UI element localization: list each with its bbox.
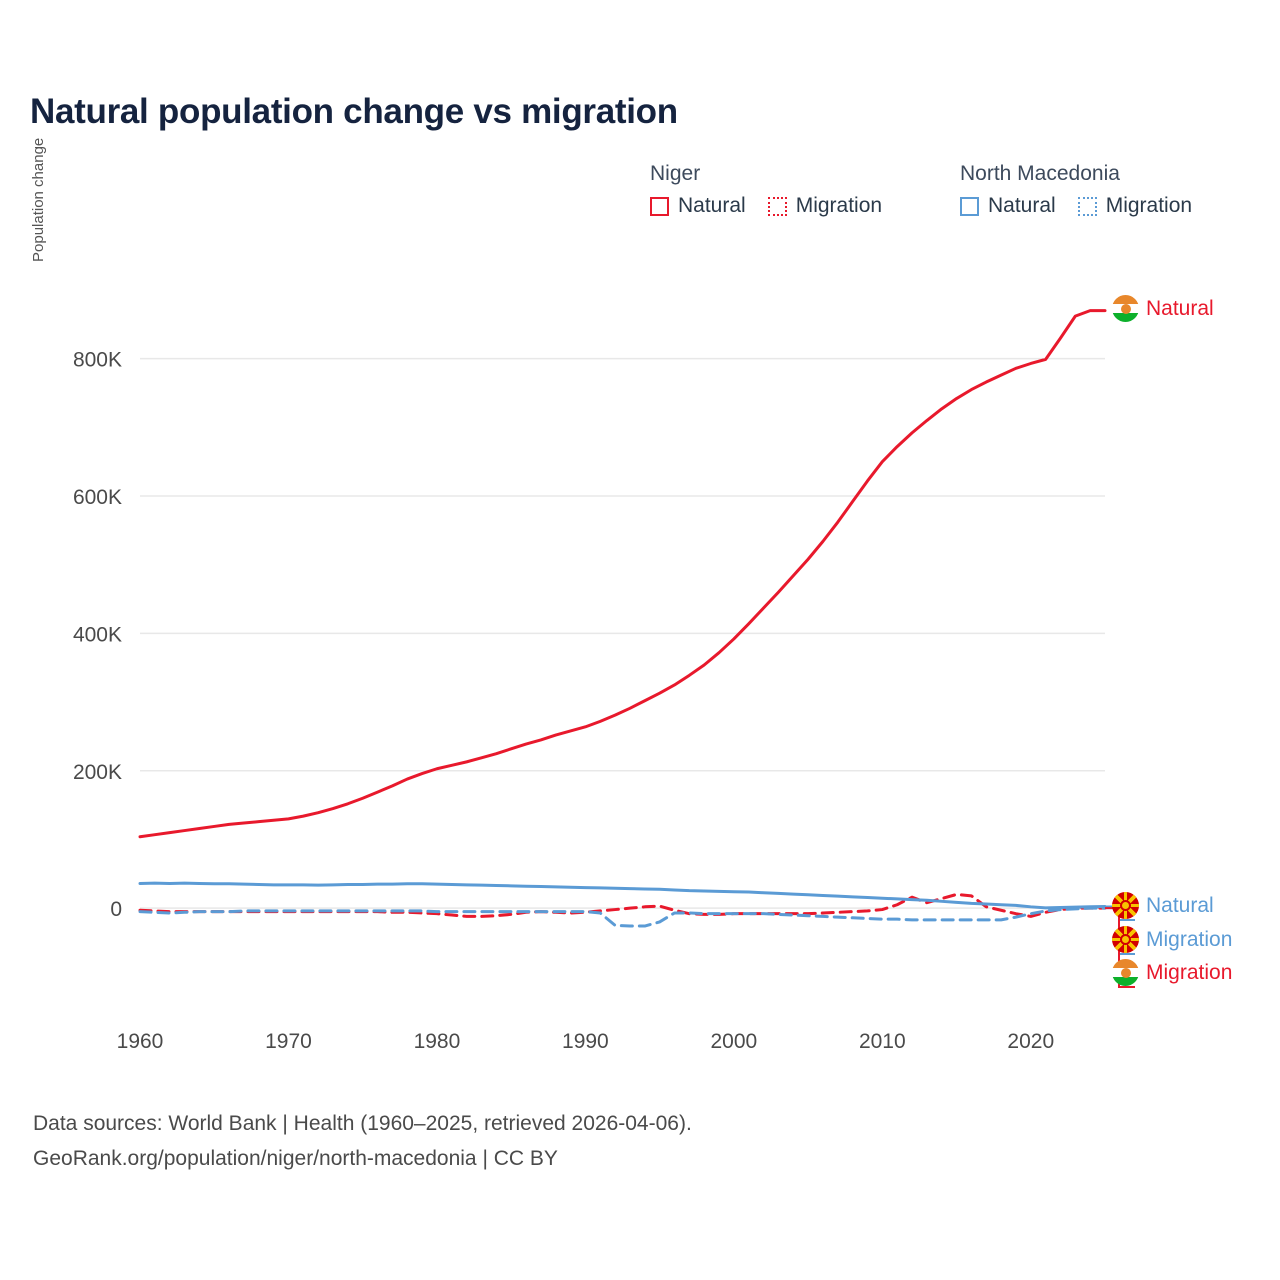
end-label-north-macedonia-migration (1112, 926, 1232, 953)
series-line (140, 908, 1105, 926)
legend-country-name: North Macedonia (960, 162, 1120, 185)
legend-item-label: Natural (678, 194, 746, 217)
legend-country-name: Niger (650, 162, 701, 185)
x-axis-tick-label: 1980 (413, 1030, 461, 1053)
end-label-text: Migration (1146, 927, 1233, 951)
end-label-text: Natural (1146, 893, 1214, 917)
x-axis-tick-label: 2010 (858, 1030, 906, 1053)
plot-area (0, 270, 1280, 1060)
north-macedonia-flag-icon (1112, 892, 1139, 919)
y-axis-tick-label: 0 (110, 898, 122, 922)
legend-swatch-dotted-icon (768, 197, 787, 216)
footer-attribution: GeoRank.org/population/niger/north-macedonia | CC BY (33, 1146, 558, 1170)
legend-item-label: Migration (1105, 194, 1193, 217)
legend-item-north-macedonia-natural[interactable] (960, 194, 1056, 218)
legend-item-label: Migration (795, 194, 883, 217)
niger-flag-icon (1112, 295, 1139, 322)
series-line (140, 894, 1105, 916)
legend-item-niger-migration[interactable] (768, 194, 882, 218)
north-macedonia-flag-icon (1112, 926, 1139, 953)
y-axis-tick-label: 400K (72, 623, 122, 647)
end-label-niger-natural (1112, 295, 1214, 322)
page-title: Natural population change vs migration (30, 92, 678, 131)
y-axis-tick-label: 800K (72, 348, 122, 372)
x-axis-tick-label: 1970 (265, 1030, 312, 1053)
legend-item-label: Natural (988, 194, 1056, 217)
legend-swatch-solid-icon (960, 197, 979, 216)
footer (33, 1108, 692, 1177)
x-axis-tick-label: 1990 (562, 1030, 609, 1053)
series-line (140, 311, 1105, 837)
end-label-text: Migration (1146, 960, 1233, 984)
chart-legend (640, 162, 1260, 242)
y-axis-tick-label: 200K (72, 760, 122, 784)
legend-item-niger-natural[interactable] (650, 194, 746, 218)
legend-group-niger (650, 162, 882, 218)
legend-group-north-macedonia (960, 162, 1192, 218)
niger-flag-icon (1112, 959, 1139, 986)
legend-swatch-dotted-icon (1078, 197, 1097, 216)
legend-swatch-solid-icon (650, 197, 669, 216)
end-label-text: Natural (1146, 296, 1214, 320)
footer-data-sources: Data sources: World Bank | Health (1960–2025, retrieved 2026-04-06). (33, 1112, 692, 1135)
x-axis-tick-label: 2000 (710, 1030, 758, 1053)
end-label-niger-migration (1112, 959, 1232, 986)
x-axis-tick-label: 2020 (1007, 1030, 1055, 1053)
y-axis-title: Population change (30, 137, 47, 262)
line-chart (0, 270, 1280, 1060)
legend-item-north-macedonia-migration[interactable] (1078, 194, 1192, 218)
y-axis-tick-label: 600K (72, 486, 122, 510)
x-axis-tick-label: 1960 (116, 1030, 164, 1053)
end-label-north-macedonia-natural (1112, 892, 1214, 919)
